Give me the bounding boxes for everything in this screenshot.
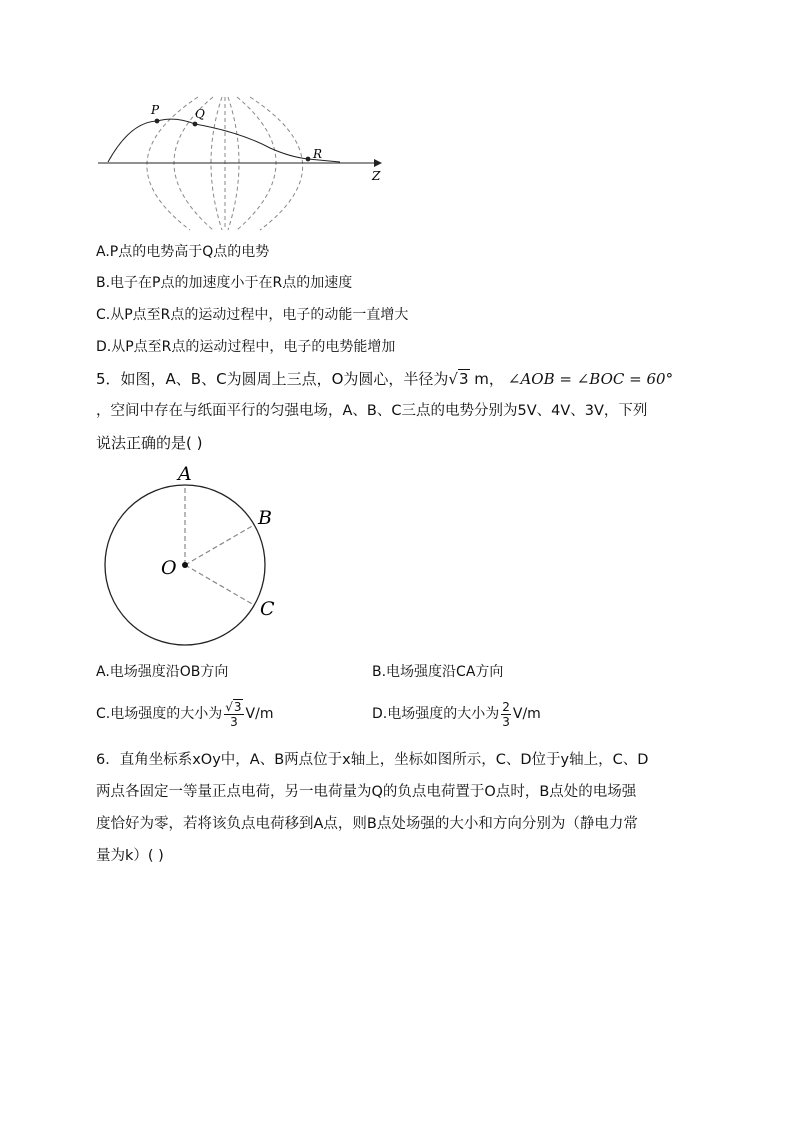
q6-line-3: 度恰好为零，若将该负点电荷移到A点，则B点处场强的大小和方向分别为（静电力常 (96, 816, 638, 832)
q5-option-d-text: D.电场强度的大小为 (372, 706, 500, 722)
q5-option-d-fraction (501, 700, 511, 729)
field-line-figure (90, 92, 390, 232)
q4-option-a: A.P点的电势高于Q点的电势 (96, 244, 270, 260)
q6-line-2: 两点各固定一等量正点电荷，另一电荷量为Q的负点电荷置于O点时，B点处的电场强 (96, 784, 637, 800)
q6-line-4: 量为k）( ) (96, 848, 164, 864)
label-b: B (258, 507, 272, 529)
q4-option-c: C.从P点至R点的运动过程中，电子的动能一直增大 (96, 307, 409, 323)
q5-option-c-text: C.电场强度的大小为 (96, 706, 223, 722)
q5-line-1: 5．如图，A、B、C为圆周上三点，O为圆心，半径为√3 m， ∠AOB = ∠BOC = 60° (96, 370, 674, 388)
q5-option-c (96, 694, 273, 734)
q5-angle: ∠AOB = ∠BOC = 60° (507, 370, 674, 388)
q5-d-denominator: 3 (502, 714, 510, 729)
q5-radical: 3 (458, 370, 469, 388)
q5-line-3: 说法正确的是( ) (96, 434, 203, 452)
label-z: Z (372, 169, 381, 183)
label-q: Q (195, 107, 205, 121)
label-r: R (313, 147, 323, 161)
q5-option-c-fraction: $\frac{√3}{3}$ (225, 699, 242, 729)
label-a: A (178, 463, 192, 485)
label-p: P (151, 103, 160, 117)
label-o: O (161, 557, 177, 579)
q5-option-d (372, 694, 541, 734)
q5-c-unit: V/m (245, 706, 274, 722)
q4-option-b: B.电子在P点的加速度小于在R点的加速度 (96, 275, 353, 291)
q5-option-b: B.电场强度沿CA方向 (372, 664, 504, 680)
q5-c-denominator: 3 (230, 714, 238, 729)
label-c: C (260, 598, 275, 620)
q5-d-unit: V/m (512, 706, 541, 722)
q5-line1-text: 5．如图，A、B、C为圆周上三点，O为圆心，半径为 (96, 370, 449, 388)
q6-line-1: 6．直角坐标系xOy中，A、B两点位于x轴上，坐标如图所示，C、D位于y轴上，C、D (96, 752, 649, 768)
circle-figure (98, 460, 288, 655)
q5-line-2: ，空间中存在与纸面平行的匀强电场，A、B、C三点的电势分别为5V、4V、3V，下列 (96, 403, 648, 419)
q5-unit: m， (474, 370, 504, 388)
q5-c-numerator: 3 (233, 699, 242, 714)
q5-option-a: A.电场强度沿OB方向 (96, 664, 229, 680)
q4-option-d: D.从P点至R点的运动过程中，电子的电势能增加 (96, 339, 396, 355)
q5-d-numerator: 2 (502, 699, 510, 714)
